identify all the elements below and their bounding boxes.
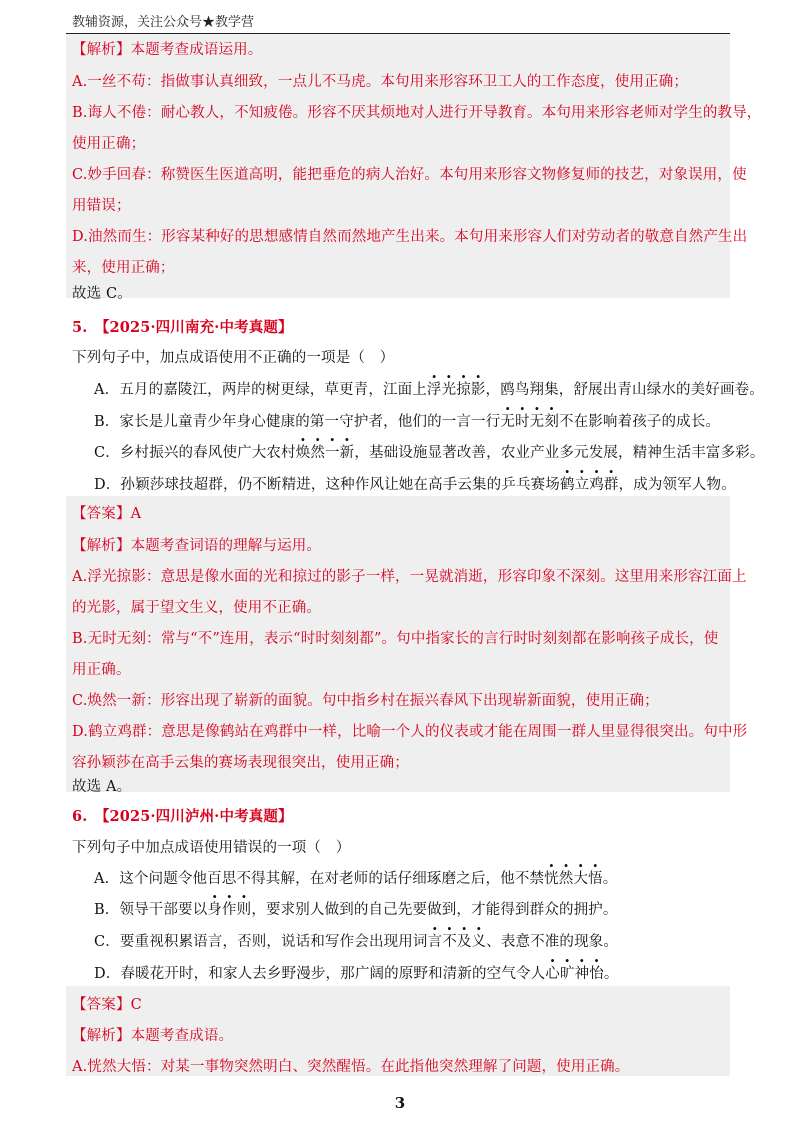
dotted-char: 掠 [456,382,471,398]
option-text: A．这个问题令他百思不得其解，在对老师的话仔细琢磨之后，他不禁 [94,871,545,887]
dotted-char: 时 [515,414,530,430]
analysis-line: B.诲人不倦：耐心教人，不知疲倦。形容不厌其烦地对人进行开导教育。本句用来形容老师对学生的教导， [72,105,762,121]
dotted-char: 光 [441,382,457,398]
page-header: 教辅资源，关注公众号★教学营 [72,15,255,30]
dotted-char: 及 [456,934,472,950]
option-text: ，鸥鸟翔集，舒展出青山绿水的美好画卷。 [485,382,764,398]
option-text: 不在影响着孩子的成长。 [558,414,721,430]
dotted-char: 大 [573,871,589,887]
analysis-line: 容孙颖莎在高手云集的赛场表现很突出，使用正确； [72,755,409,771]
analysis-line: 【解析】本题考查成语。 [72,1028,234,1044]
analysis-line: C.妙手回春：称赞医生医道高明，能把垂危的病人治好。本句用来形容文物修复师的技艺，对象误用，使 [72,167,747,183]
dotted-char: 则 [236,902,252,918]
option-text: C．要重视积累语言，否则，说话和写作会出现用词 [94,934,428,950]
question-6-option-c [94,930,618,951]
question-6-stem: 下列句子中加点成语使用错误的一项（ ） [72,840,351,856]
analysis-line: 【解析】本题考查成语运用。 [72,42,263,58]
dotted-char: 一 [325,445,340,461]
dotted-char: 义 [471,934,487,950]
option-text: 。 [602,871,618,887]
question-6-option-d [94,962,619,983]
dotted-char: 不 [442,934,457,950]
dotted-char: 无 [500,414,516,430]
analysis-line: 使用正确； [72,136,146,152]
option-text: C．乡村振兴的春风使广大农村 [94,445,296,461]
dotted-char: 言 [427,934,443,950]
dotted-char: 作 [222,902,237,918]
dotted-char: 悟 [588,871,603,887]
analysis-line: 来，使用正确； [72,260,175,276]
question-6-title: 6. 【2025·四川泸州·中考真题】 [72,808,293,825]
analysis-conclusion: 故选 C。 [72,286,132,302]
option-text: 、表意不准的现象。 [486,934,619,950]
analysis-line: A.浮光掠影：意思是像水面的光和掠过的影子一样，一晃就消逝，形容印象不深刻。这里用来形容江面上 [72,569,747,585]
option-text: ，基础设施显著改善，农业产业多元发展，精神生活丰富多彩。 [354,445,765,461]
analysis-line: 用正确。 [72,662,131,678]
analysis-line: B.无时无刻：常与“不”连用，表示“时时刻刻都”。句中指家长的言行时时刻刻都在影响孩子成长，使 [72,631,719,647]
analysis-conclusion: 故选 A。 [72,779,132,795]
question-5-option-b [94,410,720,431]
dotted-char: 影 [470,382,486,398]
dotted-char: 新 [339,445,355,461]
page-number: 3 [394,1094,406,1112]
option-text: ，要求别人做到的自己先要做到，才能得到群众的拥护。 [251,902,618,918]
analysis-line: A.一丝不苟：指做事认真细致，一点儿不马虎。本句用来形容环卫工人的工作态度，使用正确； [72,74,689,90]
analysis-line: 【解析】本题考查词语的理解与运用。 [72,538,322,554]
dotted-char: 刻 [544,414,559,430]
dotted-char: 神 [574,966,590,982]
dotted-char: 恍 [544,871,559,887]
analysis-line: A.恍然大悟：对某一事物突然明白、突然醒悟。在此指他突然理解了问题，使用正确。 [72,1059,630,1075]
dotted-char: 立 [574,477,590,493]
dotted-char: 身 [207,902,223,918]
dotted-char: 心 [545,966,560,982]
analysis-line: 的光影，属于望文生义，使用不正确。 [72,600,322,616]
question-5-stem: 下列句子中，加点成语使用不正确的一项是（ ） [72,350,395,366]
option-text: D．春暖花开时，和家人去乡野漫步，那广阔的原野和清新的空气令人 [94,966,546,982]
question-5-title: 5. 【2025·四川南充·中考真题】 [72,319,293,336]
option-text: 。 [603,966,619,982]
answer-label: 【答案】C [72,997,142,1013]
option-text: D．孙颖莎球技超群，仍不断精进，这种作风让她在高手云集的乒乓赛场 [94,477,560,493]
dotted-char: 旷 [559,966,575,982]
option-text: A．五月的嘉陵江，两岸的树更绿，草更青，江面上 [94,382,427,398]
option-text: B．家长是儿童青少年身心健康的第一守护者，他们的一言一行 [94,414,501,430]
dotted-char: 然 [310,445,326,461]
question-5-option-c [94,441,765,462]
answer-label: 【答案】A [72,506,142,522]
dotted-char: 浮 [426,382,442,398]
dotted-char: 鸡 [589,477,604,493]
analysis-line: D.鹤立鸡群：意思是像鹤站在鸡群中一样，比喻一个人的仪表或才能在周围一群人里显得很突出。句中形 [72,724,748,740]
question-5-option-a [94,378,764,399]
question-6-option-a [94,867,617,888]
option-text: B．领导干部要以 [94,902,208,918]
dotted-char: 怡 [589,966,604,982]
dotted-char: 焕 [295,445,311,461]
dotted-char: 无 [529,414,545,430]
dotted-char: 然 [558,871,574,887]
analysis-line: 用错误； [72,198,131,214]
analysis-line: D.油然而生：形容某种好的思想感情自然而然地产生出来。本句用来形容人们对劳动者的敬意自然产生出 [72,229,748,245]
question-6-option-b [94,898,618,919]
question-5-option-d [94,473,736,494]
analysis-line: C.焕然一新：形容出现了崭新的面貌。句中指乡村在振兴春风下出现崭新面貌，使用正确； [72,693,659,709]
dotted-char: 群 [603,477,619,493]
dotted-char: 鹤 [559,477,575,493]
option-text: ，成为领军人物。 [618,477,736,493]
